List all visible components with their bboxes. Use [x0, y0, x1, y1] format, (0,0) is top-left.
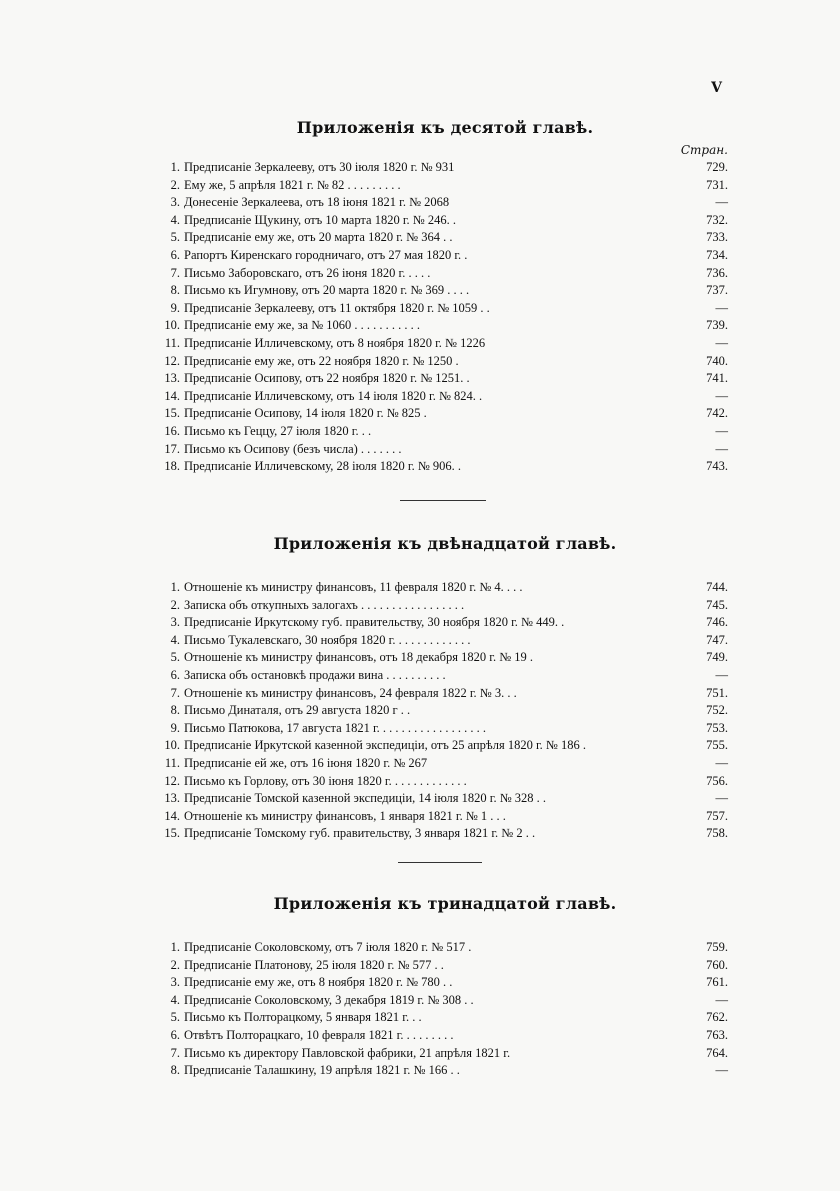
entry-page: 742.	[706, 406, 728, 421]
entry-title: Предписаніе ему же, отъ 8 ноября 1820 г. № 780 . .	[184, 975, 453, 990]
entry-title: Предписаніе Соколовскому, 3 декабря 1819 г. № 308 . .	[184, 992, 474, 1007]
entry-title: Отношеніе къ министру финансовъ, 11 февраля 1820 г. № 4. . . .	[184, 580, 523, 594]
entry-page: 731.	[706, 177, 728, 192]
entry-number: 6.	[170, 667, 180, 682]
entry-title: Письмо Патюкова, 17 августа 1821 г. . . . . . . . . . . . . . . . . .	[184, 720, 487, 735]
entry-page: 760.	[706, 957, 728, 972]
entry-number: 14.	[164, 808, 180, 823]
toc-entry	[162, 353, 728, 371]
toc-entry	[162, 282, 728, 300]
entry-title: Предписаніе Осипову, отъ 22 ноября 1820 г. № 1251. .	[184, 371, 470, 386]
toc-entry	[162, 388, 728, 406]
entry-title: Предписаніе ему же, отъ 22 ноября 1820 г. № 1250 .	[184, 353, 459, 368]
entry-title: Предписаніе Зеркалееву, отъ 30 іюля 1820 г. № 931	[184, 160, 455, 174]
toc-entry	[162, 194, 728, 212]
entry-page: —	[715, 423, 728, 438]
entry-title: Предписаніе Талашкину, 19 апрѣля 1821 г. № 166 . .	[184, 1063, 460, 1078]
entry-number: 8.	[170, 283, 180, 298]
entry-title: Письмо Заборовскаго, отъ 26 іюня 1820 г. . . . .	[184, 265, 431, 280]
entry-page: —	[715, 195, 728, 210]
entry-number: 5.	[170, 1010, 180, 1025]
toc-entry	[162, 825, 728, 843]
toc-entry	[162, 1009, 728, 1027]
entry-page: —	[715, 388, 728, 403]
toc-entry	[162, 247, 728, 265]
entry-number: 10.	[164, 738, 180, 753]
entry-number: 6.	[170, 1027, 180, 1042]
page-column-header: Стран.	[680, 143, 728, 157]
entry-page: 745.	[706, 597, 728, 612]
entry-list	[162, 579, 728, 843]
entry-number: 11.	[164, 335, 180, 350]
section-title: Приложенія къ двѣнадцатой главѣ.	[273, 534, 617, 553]
toc-entry	[162, 265, 728, 283]
entry-page: 755.	[706, 738, 728, 753]
entry-number: 11.	[164, 755, 180, 770]
entry-title: Предписаніе Томской казенной экспедиціи, 14 іюля 1820 г. № 328 . .	[184, 791, 547, 806]
toc-entry	[162, 597, 728, 615]
entry-number: 3.	[170, 615, 180, 630]
entry-number: 7.	[170, 1045, 180, 1060]
entry-title: Предписаніе Соколовскому, отъ 7 іюля 1820 г. № 517 .	[184, 940, 472, 954]
entry-number: 13.	[164, 371, 180, 386]
entry-number: 1.	[170, 940, 180, 954]
entry-number: 4.	[170, 212, 180, 227]
entry-page: 756.	[706, 773, 728, 788]
entry-number: 12.	[164, 773, 180, 788]
entry-page: 747.	[706, 632, 728, 647]
toc-entry	[162, 685, 728, 703]
entry-page: 752.	[706, 703, 728, 718]
section-chapter-12	[162, 534, 728, 843]
toc-entry	[162, 957, 728, 975]
entry-list	[162, 159, 728, 476]
entry-title: Предписаніе ей же, отъ 16 іюня 1820 г. № 267	[184, 755, 428, 770]
entry-page: 759.	[706, 940, 728, 954]
entry-title: Письмо къ Геццу, 27 іюля 1820 г. . .	[184, 423, 372, 438]
toc-entry	[162, 335, 728, 353]
section-title: Приложенія къ тринадцатой главѣ.	[273, 894, 617, 913]
entry-title: Письмо къ Горлову, отъ 30 іюня 1820 г. . . . . . . . . . . . .	[184, 773, 467, 788]
entry-title: Предписаніе Томскому губ. правительству, 3 января 1821 г. № 2 . .	[184, 826, 536, 841]
entry-title: Письмо къ Осипову (безъ числа) . . . . . . .	[184, 441, 402, 456]
entry-number: 10.	[164, 318, 180, 333]
entry-title: Предписаніе Щукину, отъ 10 марта 1820 г. № 246. .	[184, 212, 456, 227]
entry-number: 4.	[170, 992, 180, 1007]
entry-number: 1.	[170, 160, 180, 174]
entry-page: 749.	[706, 650, 728, 665]
toc-entry	[162, 974, 728, 992]
toc-entry	[162, 177, 728, 195]
entry-title: Предписаніе ему же, за № 1060 . . . . . . . . . . .	[184, 318, 420, 333]
toc-entry	[162, 649, 728, 667]
entry-page: 746.	[706, 615, 728, 630]
entry-number: 3.	[170, 975, 180, 990]
entry-number: 6.	[170, 247, 180, 262]
entry-title: Предписаніе Иркутскому губ. правительству, 30 ноября 1820 г. № 449. .	[184, 615, 565, 630]
section-chapter-13	[162, 894, 728, 1080]
entry-number: 2.	[170, 597, 180, 612]
entry-number: 2.	[170, 177, 180, 192]
entry-title: Отношеніе къ министру финансовъ, 24 февраля 1822 г. № 3. . .	[184, 685, 517, 700]
toc-entry	[162, 667, 728, 685]
toc-entry	[162, 405, 728, 423]
toc-entry	[162, 720, 728, 738]
entry-title: Ему же, 5 апрѣля 1821 г. № 82 . . . . . . . . .	[184, 177, 401, 192]
section-chapter-10	[162, 118, 728, 476]
toc-entry	[162, 702, 728, 720]
entry-title: Рапортъ Киренскаго городничаго, отъ 27 мая 1820 г. .	[184, 247, 468, 262]
entry-page: 753.	[706, 720, 728, 735]
toc-entry	[162, 579, 728, 597]
toc-entry	[162, 1045, 728, 1063]
entry-title: Отношеніе къ министру финансовъ, 1 января 1821 г. № 1 . . .	[184, 808, 506, 823]
toc-entry	[162, 229, 728, 247]
entry-title: Письмо Динаталя, отъ 29 августа 1820 г . .	[184, 703, 411, 718]
entry-page: 743.	[706, 459, 728, 474]
entry-number: 1.	[170, 580, 180, 594]
entry-number: 9.	[170, 720, 180, 735]
entry-title: Письмо къ директору Павловской фабрики, 21 апрѣля 1821 г.	[184, 1045, 511, 1060]
entry-page: —	[715, 335, 728, 350]
entry-list	[162, 939, 728, 1080]
entry-number: 5.	[170, 230, 180, 245]
entry-title: Отношеніе къ министру финансовъ, отъ 18 декабря 1820 г. № 19 .	[184, 650, 533, 665]
entry-number: 13.	[164, 791, 180, 806]
entry-title: Письмо къ Полторацкому, 5 января 1821 г. . .	[184, 1010, 422, 1025]
entry-number: 3.	[170, 195, 180, 210]
toc-entry	[162, 159, 728, 177]
entry-number: 8.	[170, 703, 180, 718]
entry-title: Предписаніе Платонову, 25 іюля 1820 г. № 577 . .	[184, 957, 444, 972]
entry-page: 740.	[706, 353, 728, 368]
entry-page: 763.	[706, 1027, 728, 1042]
toc-entry	[162, 423, 728, 441]
entry-title: Предписаніе Илличевскому, 28 іюля 1820 г. № 906. .	[184, 459, 462, 474]
entry-number: 7.	[170, 685, 180, 700]
toc-entry	[162, 737, 728, 755]
toc-entry	[162, 458, 728, 476]
toc-entry	[162, 317, 728, 335]
entry-title: Предписаніе Осипову, 14 іюля 1820 г. № 825 .	[184, 406, 427, 421]
entry-number: 8.	[170, 1063, 180, 1078]
entry-page: 757.	[706, 808, 728, 823]
toc-entry	[162, 992, 728, 1010]
entry-number: 7.	[170, 265, 180, 280]
entry-page: 733.	[706, 230, 728, 245]
entry-page: —	[715, 441, 728, 456]
entry-title: Письмо къ Игумнову, отъ 20 марта 1820 г. № 369 . . . .	[184, 283, 470, 298]
entry-title: Записка объ откупныхъ залогахъ . . . . . . . . . . . . . . . . .	[184, 597, 465, 612]
toc-entry	[162, 614, 728, 632]
entry-page: 736.	[706, 265, 728, 280]
toc-entry	[162, 1062, 728, 1080]
entry-number: 4.	[170, 632, 180, 647]
toc-entry	[162, 1027, 728, 1045]
entry-number: 5.	[170, 650, 180, 665]
section-title: Приложенія къ десятой главѣ.	[296, 118, 594, 137]
entry-title: Предписаніе ему же, отъ 20 марта 1820 г. № 364 . .	[184, 230, 453, 245]
entry-page: 739.	[706, 318, 728, 333]
entry-title: Письмо Тукалевскаго, 30 ноября 1820 г. . . . . . . . . . . . .	[184, 632, 471, 647]
entry-page: 764.	[706, 1045, 728, 1060]
entry-page: —	[715, 791, 728, 806]
section-divider	[400, 500, 486, 501]
toc-entry	[162, 773, 728, 791]
entry-number: 16.	[164, 423, 180, 438]
toc-entry	[162, 300, 728, 318]
entry-page: 744.	[706, 580, 728, 594]
entry-title: Предписаніе Илличевскому, отъ 14 іюля 1820 г. № 824. .	[184, 388, 483, 403]
entry-title: Отвѣтъ Полторацкаго, 10 февраля 1821 г. . . . . . . . .	[184, 1027, 454, 1042]
section-divider	[398, 862, 482, 863]
toc-entry	[162, 808, 728, 826]
entry-title: Предписаніе Илличевскому, отъ 8 ноября 1820 г. № 1226	[184, 335, 486, 350]
entry-page: 751.	[706, 685, 728, 700]
entry-title: Записка объ остановкѣ продажи вина . . . . . . . . . .	[184, 667, 446, 682]
entry-number: 18.	[164, 459, 180, 474]
entry-page: 732.	[706, 212, 728, 227]
entry-number: 14.	[164, 388, 180, 403]
entry-title: Предписаніе Иркутской казенной экспедиціи, отъ 25 апрѣля 1820 г. № 186 .	[184, 738, 586, 753]
toc-entry	[162, 632, 728, 650]
toc-entry	[162, 939, 728, 957]
entry-number: 9.	[170, 300, 180, 315]
entry-page: 741.	[706, 371, 728, 386]
entry-page: 758.	[706, 826, 728, 841]
entry-page: 761.	[706, 975, 728, 990]
entry-page: —	[715, 300, 728, 315]
toc-entry	[162, 441, 728, 459]
entry-page: —	[715, 667, 728, 682]
entry-page: —	[715, 1063, 728, 1078]
entry-number: 12.	[164, 353, 180, 368]
entry-number: 15.	[164, 826, 180, 841]
toc-entry	[162, 212, 728, 230]
entry-title: Донесеніе Зеркалеева, отъ 18 іюня 1821 г. № 2068	[184, 195, 450, 210]
entry-number: 15.	[164, 406, 180, 421]
page-number: V	[711, 80, 722, 96]
entry-page: 734.	[706, 247, 728, 262]
entry-number: 17.	[164, 441, 180, 456]
entry-page: 762.	[706, 1010, 728, 1025]
entry-title: Предписаніе Зеркалееву, отъ 11 октября 1820 г. № 1059 . .	[184, 300, 490, 315]
entry-page: —	[715, 992, 728, 1007]
toc-entry	[162, 370, 728, 388]
toc-entry	[162, 755, 728, 773]
entry-number: 2.	[170, 957, 180, 972]
entry-page: 737.	[706, 283, 728, 298]
toc-entry	[162, 790, 728, 808]
entry-page: —	[715, 755, 728, 770]
entry-page: 729.	[706, 160, 728, 174]
